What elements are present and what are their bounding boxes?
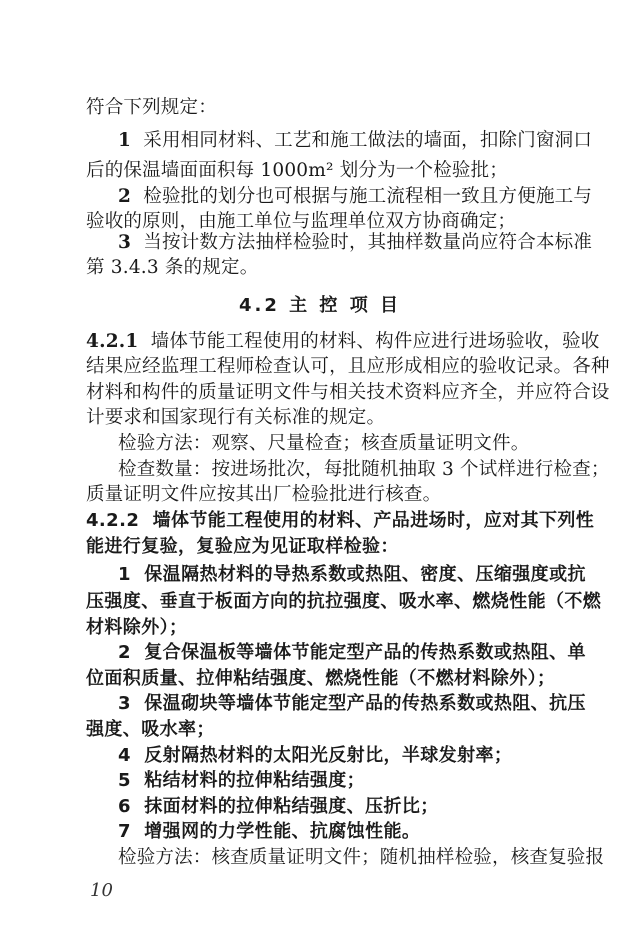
item-2-number: 2 (118, 642, 131, 663)
item-1-text: 保温隔热材料的导热系数或热阻、密度、压缩强度或抗 (144, 564, 586, 585)
clause-421-quantity-continuation: 质量证明文件应按其出厂检验批进行核查。 (86, 484, 442, 505)
clause-421-number: 4.2.1 (86, 331, 139, 352)
rule-3-continuation: 第 3.4.3 条的规定。 (86, 257, 259, 278)
clause-422-first-line (86, 509, 594, 533)
rule-1-line (118, 129, 592, 153)
rule-3-text: 当按计数方法抽样检验时，其抽样数量尚应符合本标准 (143, 232, 593, 253)
item-4-text: 反射隔热材料的太阳光反射比，半球发射率； (144, 745, 513, 766)
clause-422-line-2: 能进行复验，复验应为见证取样检验： (86, 536, 399, 557)
rule-1-text: 采用相同材料、工艺和施工做法的墙面，扣除门窗洞口 (143, 130, 593, 151)
clause-422-method: 检验方法：核查质量证明文件；随机抽样检验，核查复验报 (118, 847, 605, 868)
clause-421-text: 墙体节能工程使用的材料、构件应进行进场验收，验收 (150, 331, 600, 352)
item-1-line (118, 563, 586, 587)
item-4-number: 4 (118, 745, 131, 766)
item-4-line (118, 744, 512, 768)
rule-2-number: 2 (118, 186, 132, 207)
item-1-number: 1 (118, 564, 131, 585)
rule-3-number: 3 (118, 232, 132, 253)
clause-421-quantity: 检查数量：按进场批次，每批随机抽取 3 个试样进行检查； (118, 459, 610, 480)
item-6-line (118, 795, 439, 819)
item-7-line (118, 820, 420, 844)
item-3-text: 保温砌块等墙体节能定型产品的传热系数或热阻、抗压 (144, 693, 586, 714)
item-5-line (118, 769, 365, 793)
rule-1-number: 1 (118, 130, 132, 151)
item-2-continuation: 位面积质量、拉伸粘结强度、燃烧性能（不燃材料除外）； (86, 668, 556, 689)
item-3-continuation: 强度、吸水率； (86, 719, 215, 740)
item-7-number: 7 (118, 821, 131, 842)
page-number: 10 (90, 880, 113, 901)
clause-422-text: 墙体节能工程使用的材料、产品进场时，应对其下列性 (152, 510, 595, 531)
item-1-continuation: 压强度、垂直于板面方向的抗拉强度、吸水率、燃烧性能（不燃 (86, 591, 602, 612)
item-6-number: 6 (118, 796, 131, 817)
rule-2-continuation: 验收的原则，由施工单位与监理单位双方协商确定； (86, 211, 517, 232)
clause-421-method: 检验方法：观察、尺量检查；核查质量证明文件。 (118, 433, 530, 454)
clause-421-line-4: 计要求和国家现行有关标准的规定。 (86, 407, 386, 428)
item-3-line (118, 692, 586, 716)
item-3-number: 3 (118, 693, 131, 714)
rule-2-text: 检验批的划分也可根据与施工流程相一致且方便施工与 (143, 186, 593, 207)
item-2-text: 复合保温板等墙体节能定型产品的传热系数或热阻、单 (144, 642, 586, 663)
rule-2-line (118, 185, 592, 209)
item-7-text: 增强网的力学性能、抗腐蚀性能。 (144, 821, 421, 842)
intro-line: 符合下列规定： (86, 97, 217, 118)
clause-421-line-3: 材料和构件的质量证明文件与相关技术资料应齐全，并应符合设 (86, 382, 610, 403)
clause-421-first-line (86, 330, 599, 354)
item-2-line (118, 641, 586, 665)
item-1-continuation-2: 材料除外）； (86, 617, 188, 638)
clause-421-line-2: 结果应经监理工程师检查认可，且应形成相应的验收记录。各种 (86, 356, 610, 377)
clause-422-number: 4.2.2 (86, 510, 140, 531)
rule-3-line (118, 231, 592, 255)
item-6-text: 抹面材料的拉伸粘结强度、压折比； (144, 796, 439, 817)
section-heading: 4.2 主 控 项 目 (239, 295, 401, 316)
item-5-text: 粘结材料的拉伸粘结强度； (144, 770, 366, 791)
rule-1-continuation: 后的保温墙面面积每 1000m² 划分为一个检验批； (86, 160, 509, 181)
item-5-number: 5 (118, 770, 131, 791)
